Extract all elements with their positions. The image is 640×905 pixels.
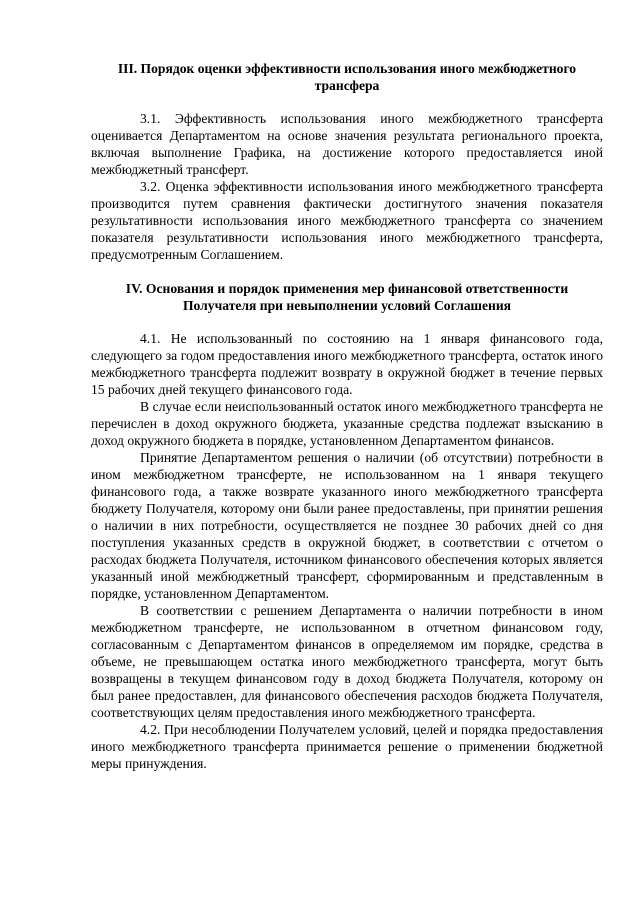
- document-page: [91, 60, 603, 772]
- paragraph-4-1-decision: Принятие Департаментом решения о наличии (об отсутствии) потребности в ином межбюджетном трансферте, не использованном на 1 января текущего финансового года, а также возврате указанного иного межбюджетного трансферта бюджету Получателя, которому они были ранее предоставлены, при принятии решения о наличии в них потребности, осуществляется не позднее 30 рабочих дней со дня поступления указанных средств в окружной бюджет, в соответствии с отчетом о расходах бюджета Получателя, источником финансового обеспечения которых является указанный иной межбюджетный трансферт, сформированным и представленным в порядке, установленном Департаментом.: [91, 450, 603, 601]
- paragraph-4-1-return: В соответствии с решением Департамента о наличии потребности в ином межбюджетном трансферте, не использованном в отчетном финансовом году, согласованным с Департаментом финансов в определяемом им порядке, средства в объеме, не превышающем остатка иного межбюджетного трансферта, могут быть возвращены в текущем финансовом году в доход бюджета Получателя, которому он был ранее предоставлен, для финансового обеспечения расходов бюджета Получателя, соответствующих целям предоставления иного межбюджетного трансферта.: [91, 603, 603, 720]
- paragraph-3-2: 3.2. Оценка эффективности использования иного межбюджетного трансферта производится путем сравнения фактически достигнутого значения показателя результативности использования иного межбюджетного трансферта со значением показателя результативности использования иного межбюджетного трансферта, предусмотренным Соглашением.: [91, 179, 603, 262]
- section-divider: [91, 263, 603, 280]
- paragraph-4-1-recovery: В случае если неиспользованный остаток иного межбюджетного трансферта не перечислен в доход окружного бюджета, указанные средства подлежат взысканию в доход окружного бюджета в порядке, установленном Департаментом финансов.: [91, 399, 603, 448]
- section-4-heading: IV. Основания и порядок применения мер финансовой ответственности Получателя при невыполнении условий Соглашения: [125, 281, 569, 313]
- paragraph-3-1: 3.1. Эффективность использования иного межбюджетного трансферта оценивается Департаментом на основе значения результата регионального проекта, включая выполнение Графика, на достижение которого предоставляется иной межбюджетный трансферт.: [91, 111, 603, 177]
- section-3-heading: III. Порядок оценки эффективности использования иного межбюджетного трансфера: [117, 61, 577, 93]
- paragraph-4-2: 4.2. При несоблюдении Получателем условий, целей и порядка предоставления иного межбюджетного трансферта принимается решение о применении бюджетной меры принуждения.: [91, 722, 603, 771]
- paragraph-4-1: 4.1. Не использованный по состоянию на 1 января финансового года, следующего за годом предоставления иного межбюджетного трансферта, остаток иного межбюджетного трансферта подлежит возврату в окружной бюджет в течение первых 15 рабочих дней текущего финансового года.: [91, 331, 603, 397]
